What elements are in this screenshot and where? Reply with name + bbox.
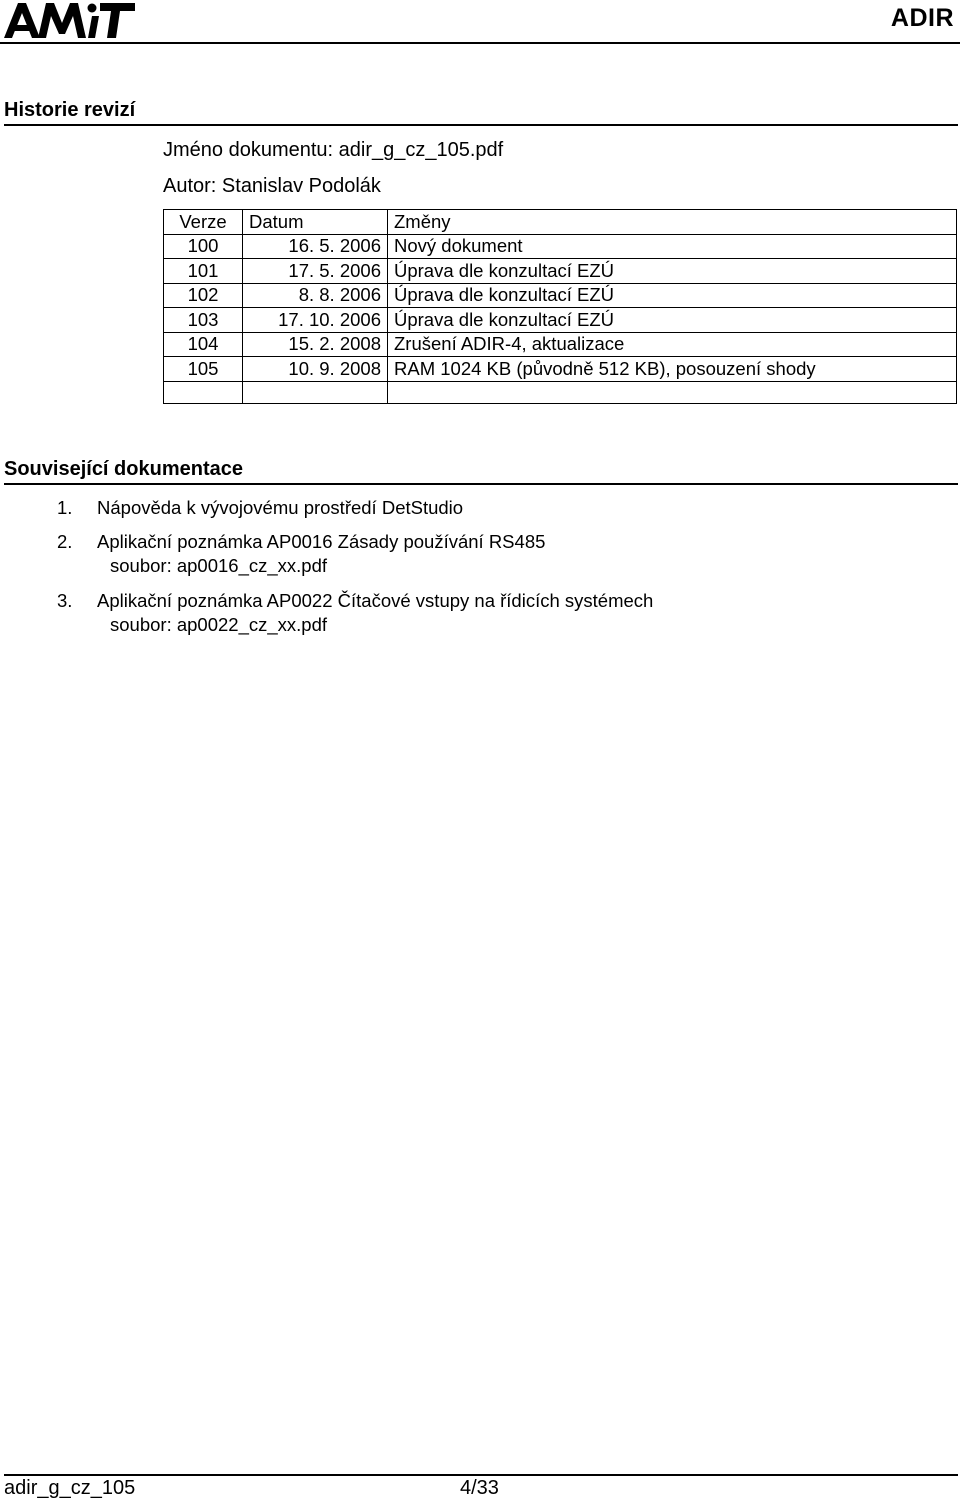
document-title: ADIR	[890, 4, 954, 32]
cell-date: 10. 9. 2008	[243, 357, 388, 382]
cell-change: Zrušení ADIR-4, aktualizace	[388, 332, 957, 357]
cell-change: Úprava dle konzultací EZÚ	[388, 283, 957, 308]
list-item	[57, 589, 653, 637]
related-docs-heading-rule	[4, 483, 958, 485]
list-item-title: Nápověda k vývojovému prostředí DetStudio	[97, 497, 464, 518]
amit-logo	[4, 1, 136, 39]
list-item-number: 1.	[57, 497, 73, 518]
list-item-file: soubor: ap0016_cz_xx.pdf	[110, 555, 328, 576]
list-item-title: Aplikační poznámka AP0022 Čítačové vstupy na řídicích systémech	[97, 590, 654, 611]
cell-version	[164, 381, 243, 403]
cell-change: Nový dokument	[388, 234, 957, 259]
list-item-number: 3.	[57, 590, 73, 611]
document-author: Autor: Stanislav Podolák	[163, 175, 381, 197]
column-header-changes: Změny	[388, 210, 957, 235]
document-name: Jméno dokumentu: adir_g_cz_105.pdf	[163, 139, 504, 161]
cell-date: 17. 10. 2006	[243, 308, 388, 333]
cell-change: Úprava dle konzultací EZÚ	[388, 259, 957, 284]
cell-version: 103	[164, 308, 243, 333]
revisions-heading-rule	[4, 124, 958, 126]
cell-date	[243, 381, 388, 403]
footer-document-id: adir_g_cz_105	[4, 1477, 136, 1499]
page-header	[0, 0, 960, 44]
cell-version: 102	[164, 283, 243, 308]
list-item-title: Aplikační poznámka AP0016 Zásady používání RS485	[97, 531, 546, 552]
table-row	[164, 259, 957, 284]
revisions-table	[163, 209, 957, 404]
table-header-row	[164, 210, 957, 235]
cell-change: RAM 1024 KB (původně 512 KB), posouzení shody	[388, 357, 957, 382]
cell-change: Úprava dle konzultací EZÚ	[388, 308, 957, 333]
list-item-file: soubor: ap0022_cz_xx.pdf	[110, 614, 328, 635]
cell-date: 16. 5. 2006	[243, 234, 388, 259]
table-row	[164, 283, 957, 308]
table-row	[164, 308, 957, 333]
cell-date: 15. 2. 2008	[243, 332, 388, 357]
cell-date: 8. 8. 2006	[243, 283, 388, 308]
header-rule	[0, 42, 960, 44]
cell-date: 17. 5. 2006	[243, 259, 388, 284]
cell-version: 101	[164, 259, 243, 284]
table-row	[164, 332, 957, 357]
list-item	[57, 530, 545, 578]
list-item-number: 2.	[57, 531, 73, 552]
table-row-empty	[164, 381, 957, 403]
revisions-heading: Historie revizí	[4, 99, 136, 121]
table-row	[164, 357, 957, 382]
table-row	[164, 234, 957, 259]
cell-version: 104	[164, 332, 243, 357]
column-header-version: Verze	[164, 210, 243, 235]
cell-change	[388, 381, 957, 403]
column-header-date: Datum	[243, 210, 388, 235]
related-docs-heading: Související dokumentace	[4, 458, 243, 480]
cell-version: 100	[164, 234, 243, 259]
list-item	[57, 496, 463, 520]
cell-version: 105	[164, 357, 243, 382]
footer-rule	[4, 1474, 958, 1476]
footer-page-number: 4/33	[460, 1477, 499, 1499]
